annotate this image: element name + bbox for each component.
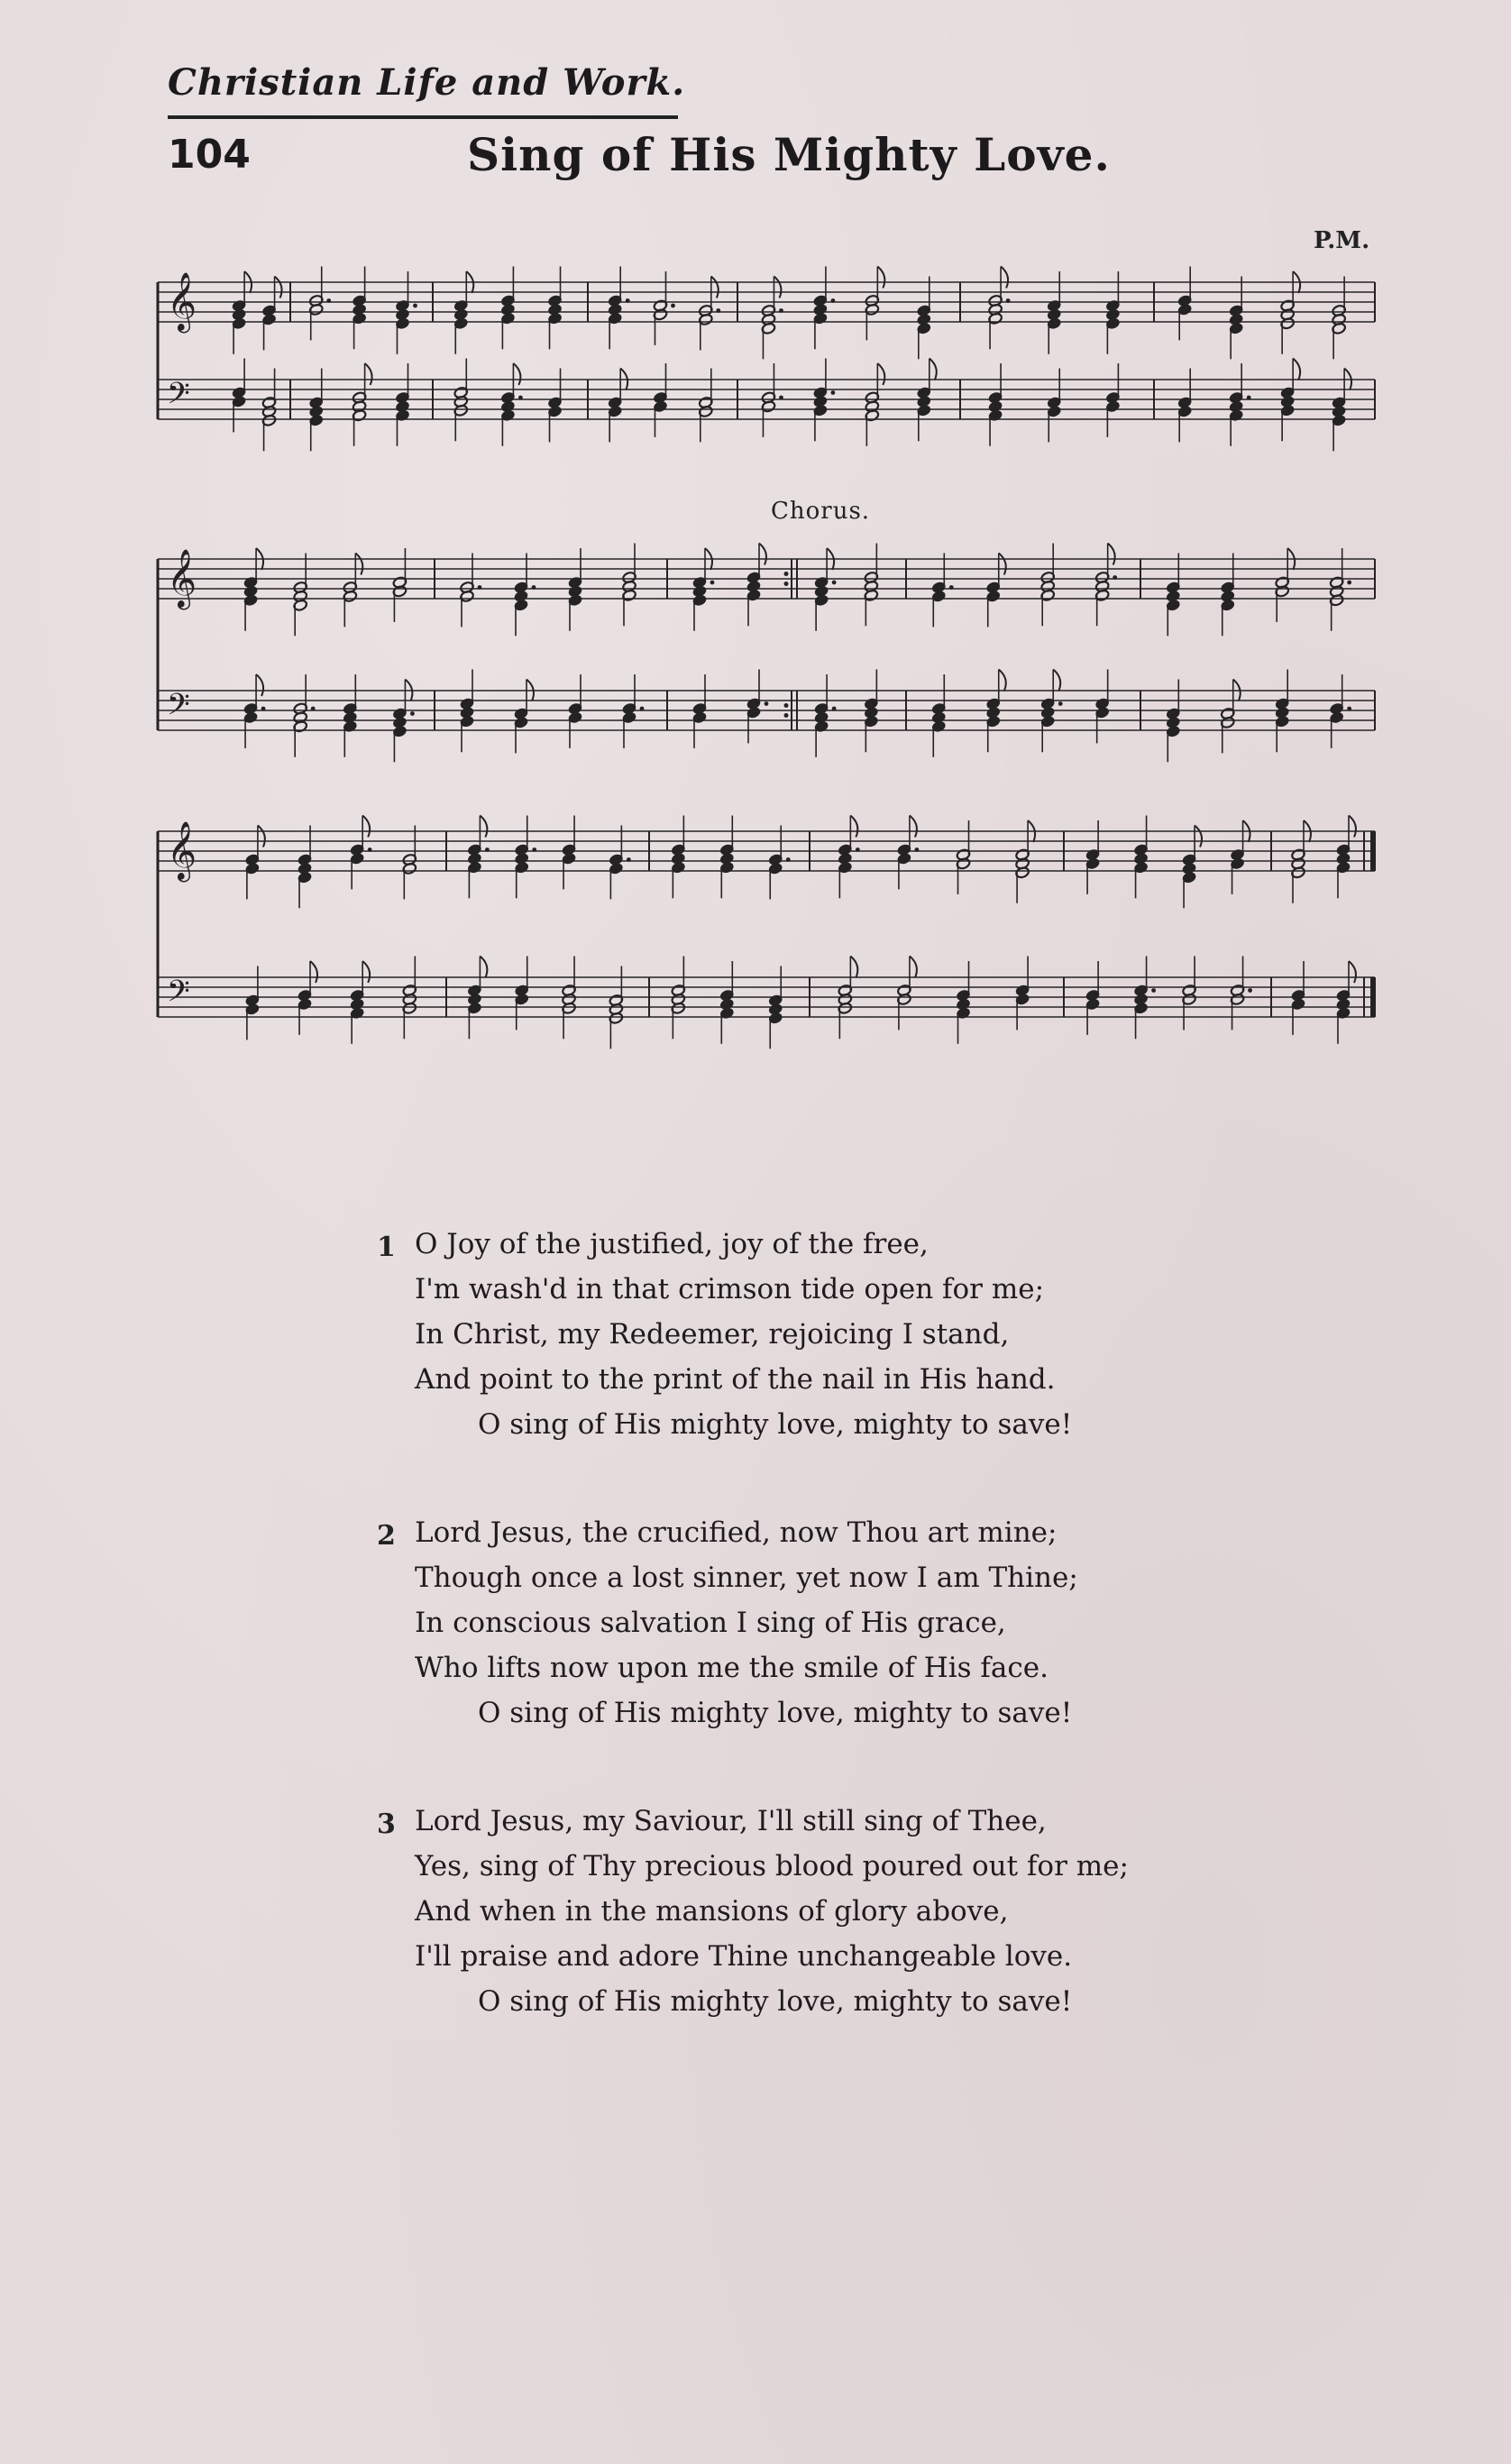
note-flag [275,277,282,298]
note-flag [365,363,372,385]
treble-clef: 𝄞 [167,821,197,880]
bass-clef: 𝄢 [167,688,190,729]
note-dot [518,396,523,400]
note-flag [711,277,719,298]
final-bar [1370,831,1375,871]
note-dot [949,585,954,590]
note-dot [1006,298,1011,303]
note-flag [1349,816,1356,838]
hymn-title: Sing of His Mighty Love. [467,128,1111,181]
note-dot [832,707,837,711]
note-dot [1113,575,1117,580]
note-flag [480,816,487,838]
note-dot [765,701,769,706]
note-dot [671,304,675,308]
note-dot [716,308,720,313]
verse-number: 1 [377,1232,396,1263]
note-flag [850,816,857,838]
note-flag [850,957,857,978]
verse-line: In Christ, my Redeemer, rejoicing I stand, [415,1318,1010,1351]
verse-line: Lord Jesus, the crucified, now Thou art mine; [415,1516,1058,1549]
treble-clef: 𝄞 [167,549,197,608]
verse-number: 3 [377,1809,396,1840]
bass-clef: 𝄢 [167,377,190,418]
verse-line: Though once a lost sinner, yet now I am Thine; [415,1562,1078,1594]
note-dot [478,585,482,590]
verse-2 [377,1516,1188,1751]
repeat-dot [784,703,789,708]
repeat-dot [784,572,789,576]
verse-1 [377,1228,1188,1462]
verse-line: I'm wash'd in that crimson tide open for me; [415,1273,1045,1305]
note-flag [759,544,766,565]
note-dot [831,390,836,395]
note-dot [915,847,920,852]
note-flag [362,961,370,983]
note-flag [1293,359,1300,380]
note-dot [831,298,836,303]
note-flag [877,363,884,385]
note-flag [774,277,781,298]
verse-line: And when in the mansions of glory above, [415,1895,1009,1928]
note-dot [627,857,631,862]
note-dot [856,847,860,852]
repeat-dot [784,713,789,718]
verse-3 [377,1805,1188,2039]
note-dot [710,581,715,585]
music-score [0,0,1511,1082]
hymn-number: 104 [168,132,251,178]
note-dot [532,847,536,852]
note-flag [480,957,487,978]
verse-line: Lord Jesus, my Saviour, I'll still sing of Thee, [415,1805,1047,1837]
note-dot [368,847,372,852]
repeat-dot [784,582,789,586]
note-dot [1247,396,1251,400]
verse-refrain: O sing of His mighty love, mighty to save! [478,1697,1073,1729]
section-title: Christian Life and Work. [168,61,686,104]
note-dot [261,707,266,711]
treble-clef: 𝄞 [167,272,197,331]
note-flag [1349,961,1356,983]
note-dot [640,707,645,711]
note-flag [258,826,265,847]
note-flag [310,961,317,983]
note-flag [929,359,937,380]
note-flag [910,816,917,838]
bass-clef: 𝄢 [167,975,190,1016]
note-dot [626,298,630,303]
verse-line: Yes, sing of Thy precious blood poured out for me; [415,1850,1129,1882]
note-flag [999,670,1006,692]
note-dot [779,308,783,313]
note-flag [1108,544,1115,565]
note-dot [410,711,415,716]
note-dot [1151,988,1156,993]
note-dot [1347,707,1351,711]
note-dot [779,396,783,400]
note-flag [877,267,884,289]
note-dot [532,585,536,590]
verse-line: And point to the print of the nail in His hand. [415,1363,1056,1396]
verse-line: O Joy of the justified, joy of the free, [415,1228,929,1260]
verse-refrain: O sing of His mighty love, mighty to save! [478,1985,1073,2018]
note-flag [256,674,263,696]
note-dot [1347,581,1351,585]
final-bar [1370,977,1375,1017]
note-dot [326,298,331,303]
note-flag [999,554,1006,575]
verse-number: 2 [377,1520,396,1552]
note-flag [910,957,917,978]
note-flag [1195,826,1202,847]
verse-line: I'll praise and adore Thine unchangeable love. [415,1940,1073,1973]
note-flag [1001,267,1008,289]
note-dot [413,304,417,308]
note-flag [1053,670,1060,692]
verse-refrain: O sing of His mighty love, mighty to save! [478,1408,1073,1441]
note-flag [513,363,520,385]
meter-marking: P.M. [1314,227,1370,254]
note-flag [355,554,362,575]
note-dot [1058,701,1063,706]
verse-line: In conscious salvation I sing of His grace, [415,1607,1006,1639]
note-flag [362,816,370,838]
note-dot [786,857,791,862]
note-dot [832,581,837,585]
chorus-label: Chorus. [771,498,871,525]
note-dot [311,707,316,711]
note-dot [1248,988,1252,993]
verse-line: Who lifts now upon me the smile of His face. [415,1652,1049,1684]
note-dot [485,847,490,852]
